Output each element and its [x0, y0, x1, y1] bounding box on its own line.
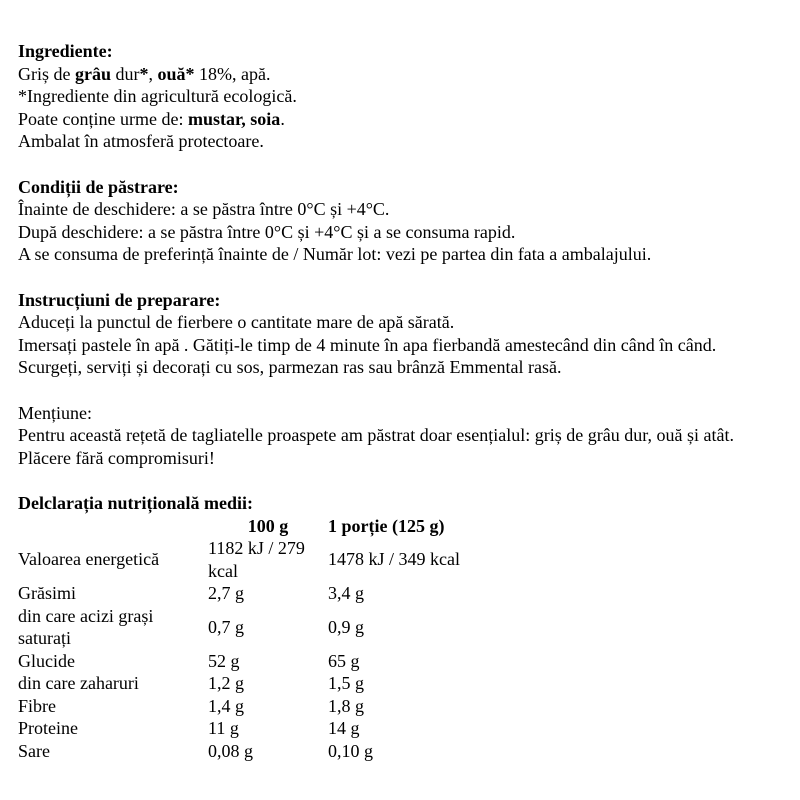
text-line: Pentru această rețetă de tagliatelle proaspete am păstrat doar esențialul: griș de grâu dur, ouă și atât. — [18, 425, 734, 445]
value-per-100g: 1,2 g — [208, 673, 244, 693]
empty-header-cell — [18, 515, 208, 538]
nutrition-table — [18, 515, 548, 763]
nutrition-row-fat — [18, 582, 548, 605]
nutrition-row-fibre — [18, 695, 548, 718]
nutrition-row-protein — [18, 717, 548, 740]
nutrition-row-saturated-fat — [18, 605, 548, 650]
value-per-100g: 1,4 g — [208, 695, 244, 716]
section-ingredients-title: Ingrediente: — [18, 41, 113, 61]
text-line: A se consuma de preferință înainte de / Număr lot: vezi pe partea din fata a ambalajului. — [18, 244, 652, 264]
row-label: din care acizi grași saturați — [18, 605, 154, 648]
column-header-portion: 1 porție (125 g) — [328, 515, 445, 536]
text-line: Griș de grâu dur*, ouă* 18%, apă. — [18, 63, 271, 84]
row-label: Glucide — [18, 650, 75, 671]
nutrition-row-carbs — [18, 650, 548, 673]
nutrition-header-row — [18, 515, 548, 538]
text-line: Plăcere fără compromisuri! — [18, 447, 215, 468]
text-line: Înainte de deschidere: a se păstra între 0°C și +4°C. — [18, 199, 390, 219]
text-line: Mențiune: — [18, 402, 92, 423]
row-label: din care zaharuri — [18, 673, 139, 693]
section-ingredients — [18, 40, 780, 153]
value-per-portion: 1478 kJ / 349 kcal — [328, 549, 460, 570]
value-per-portion: 65 g — [328, 650, 360, 671]
value-per-100g: 2,7 g — [208, 583, 244, 603]
row-label: Valoarea energetică — [18, 549, 160, 570]
section-preparation — [18, 289, 780, 379]
nutrition-title: Delclarația nutrițională medii: — [18, 493, 253, 513]
row-label: Fibre — [18, 695, 56, 716]
value-per-100g: 1182 kJ / 279 kcal — [208, 538, 305, 581]
value-per-100g: 0,7 g — [208, 616, 244, 637]
section-mention — [18, 402, 780, 470]
nutrition-row-salt — [18, 740, 548, 763]
text-line: Poate conține urme de: mustar, soia. — [18, 108, 285, 129]
value-per-portion: 1,5 g — [328, 673, 364, 693]
section-nutrition — [18, 492, 780, 762]
row-label: Grăsimi — [18, 583, 76, 603]
value-per-100g: 52 g — [208, 650, 240, 671]
column-header-100g: 100 g — [247, 515, 289, 536]
text-line: După deschidere: a se păstra între 0°C și +4°C și a se consuma rapid. — [18, 221, 516, 242]
text-line: Ambalat în atmosferă protectoare. — [18, 131, 264, 151]
value-per-100g: 11 g — [208, 718, 239, 738]
section-storage — [18, 176, 780, 266]
nutrition-row-sugars — [18, 672, 548, 695]
text-line: Imersați pastele în apă . Gătiți-le timp de 4 minute în apa fierbandă amestecând din când în când. — [18, 334, 717, 355]
value-per-portion: 3,4 g — [328, 583, 364, 603]
section-storage-title: Condiții de păstrare: — [18, 176, 179, 197]
value-per-portion: 0,10 g — [328, 740, 373, 761]
text-line: Aduceți la punctul de fierbere o cantitate mare de apă sărată. — [18, 312, 455, 332]
value-per-portion: 14 g — [328, 718, 360, 738]
section-preparation-title: Instrucțiuni de preparare: — [18, 289, 221, 310]
nutrition-row-energy — [18, 537, 548, 582]
value-per-portion: 0,9 g — [328, 616, 364, 637]
row-label: Sare — [18, 740, 50, 761]
text-line: *Ingrediente din agricultură ecologică. — [18, 86, 297, 106]
value-per-100g: 0,08 g — [208, 740, 253, 761]
value-per-portion: 1,8 g — [328, 695, 364, 716]
text-line: Scurgeți, serviți și decorați cu sos, parmezan ras sau brânză Emmental rasă. — [18, 357, 562, 377]
row-label: Proteine — [18, 718, 78, 738]
